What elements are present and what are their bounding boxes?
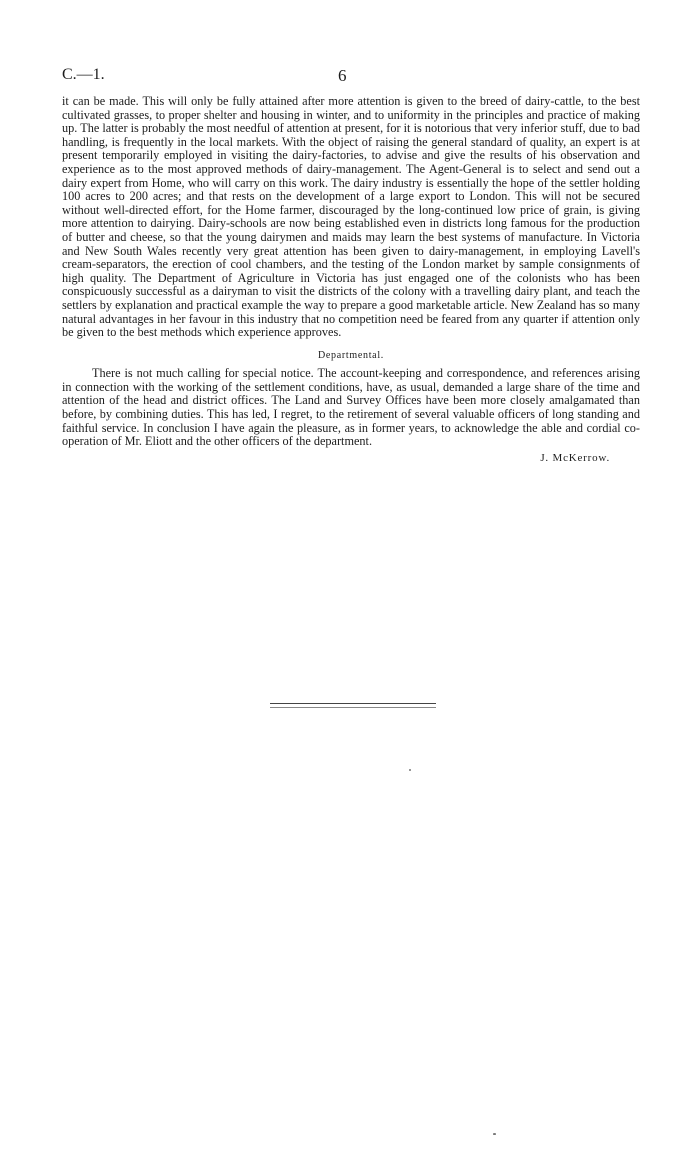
departmental-paragraph: There is not much calling for special notice. The account-keeping and correspondence, and references arising in connection with the working of the settlement conditions, have, as usual, demanded a large share of the time and attention of the head and district offices. The Land and Survey Offices have been more closely amalgamated than before, by combining duties. This has led, I regret, to the retirement of several valuable officers of long standing and faithful service. In conclusion I have again the pleasure, as in former years, to acknowledge the able and cordial co-operation of Mr. Eliott and the other officers of the department. (62, 366, 640, 449)
page-number: 6 (338, 66, 347, 85)
document-body (62, 95, 640, 465)
closing-rule-thick (270, 703, 436, 704)
dairy-paragraph: it can be made. This will only be fully attained after more attention is given to the breed of dairy-cattle, to the best cultivated grasses, to proper shelter and housing in winter, and to uniformity in the principles and practice of making up. The latter is probably the most needful of attention at present, for it is notorious that very inferior stuff, due to bad handling, is frequently in the local markets. With the object of raising the general standard of quality, an expert is at present temporarily employed in visiting the dairy-factories, to advise and give the results of his observation and experience as to the most approved methods of dairy-management. The Agent-General is to select and send out a dairy expert from Home, who will carry on this work. The dairy industry is essentially the hope of the settler holding 100 acres to 200 acres; and that rests on the development of a large export to London. This will not be secured without well-directed effort, for the Home farmer, discouraged by the long-continued low price of grain, is giving more attention to dairying. Dairy-schools are now being established even in districts long famous for the production of butter and cheese, so that the young dairymen and maids may learn the best systems of manufacture. In Victoria and New South Wales recently very great attention has been given to dairy-management, in employing Lavell's cream-separators, the erection of cool chambers, and the testing of the London market by sample consignments of high quality. The Department of Agriculture in Victoria has just engaged one of the colonists who has been conspicuously successful as a dairyman to visit the districts of the colony with a travelling dairy plant, and teach the settlers by explanation and practical example the way to prepare a good marketable article. New Zealand has so many natural advantages in her favour in this industry that no competition need be feared from any quarter if attention only be given to the best methods which experience approves. (62, 94, 640, 340)
closing-rule-thin (270, 707, 436, 708)
scan-speck (493, 1133, 496, 1135)
scan-speck (409, 769, 411, 771)
signature: J. McKerrow. (540, 451, 610, 464)
document-code: C.—1. (62, 66, 105, 83)
page-header (62, 66, 640, 88)
closing-rule (270, 703, 436, 708)
section-heading-departmental: Departmental. (317, 349, 385, 361)
